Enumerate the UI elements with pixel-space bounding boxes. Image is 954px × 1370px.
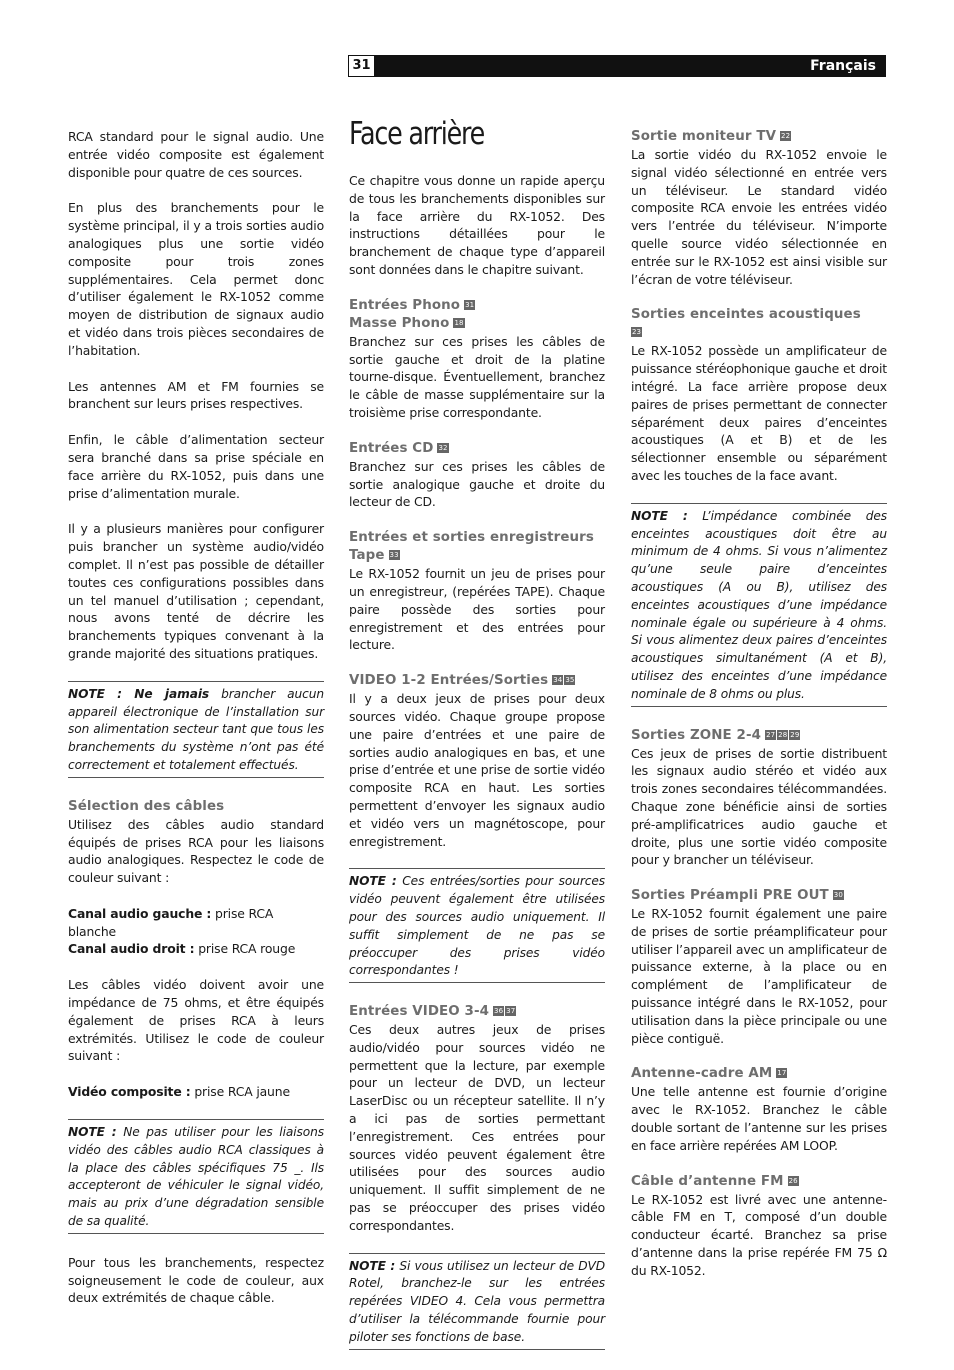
video-label: Vidéo composite : bbox=[68, 1084, 191, 1100]
section-heading-phono-ground bbox=[349, 315, 605, 333]
heading-text: Entrées CD bbox=[349, 440, 434, 456]
paragraph: Une telle antenne est fournie d’origine avec le RX-1052. Branchez le câble double sortant de l’antenne sur les prises en face arrière repérées AM LOOP. bbox=[631, 1084, 887, 1153]
ref-number-badge: 36 bbox=[494, 1007, 504, 1016]
heading-text: Antenne-cadre AM bbox=[631, 1066, 773, 1082]
paragraph: Le RX-1052 possède un amplificateur de puissance stéréophonique gauche et droit intégré. La face arrière propose deux paires de prises permettant de connecter séparément deux paires d’enceintes acoustiques (A et B) et de les sélectionner ensemble ou séparément avec les touches de la face avant. bbox=[631, 343, 887, 483]
ref-number-badge: 29 bbox=[790, 730, 800, 739]
note-box bbox=[68, 1119, 324, 1234]
heading-text: Entrées VIDEO 3-4 bbox=[349, 1004, 490, 1020]
note-text: brancher aucun appareil électronique de l’installation sur son alimentation secteur tant que tous les branchements du système n’ont pas été correctement et totalement effectués. bbox=[68, 686, 324, 772]
heading-text: VIDEO 1-2 Entrées/Sorties bbox=[349, 673, 549, 689]
left-channel-value: prise RCA blanche bbox=[68, 905, 274, 939]
ref-number-badge: 27 bbox=[766, 730, 776, 739]
note-lead: NOTE : bbox=[631, 508, 688, 523]
paragraph: Branchez sur ces prises les câbles de sortie gauche et droit de la platine tourne-disque. Éventuellement, branchez le câble de masse supplémentaire sur la troisième prise correspondante. bbox=[349, 333, 605, 420]
note-text: L’impédance combinée des enceintes acoustiques doit être au minimum de 4 ohms. Si vous n’alimentez qu’une seule paire d’enceintes acoustiques (A ou B), utilisez des enceintes acoustiques d’une impédance nominale égale ou supérieure à 4 ohms. Si vous alimentez deux paires d’enceintes acoustiques simultanément (A et B), utilisez des enceintes d’une impédance nominale de 8 ohms ou plus. bbox=[631, 508, 888, 701]
column-right bbox=[631, 128, 887, 1298]
paragraph: Ces deux autres jeux de prises audio/vidéo pour sources vidéo ne permettent que la lecture, par exemple pour un lecteur de DVD, un lecteur LaserDisc ou un récepteur satellite. Il n’y a ici pas de sorties permettant l’enregistrement. Ces entrées pour sources vidéo peuvent également être utilisées pour des sources audio uniquement. Il suffit simplement de ne pas se préoccuper des prises vidéo correspondantes. bbox=[349, 1022, 605, 1233]
heading-text: Câble d’antenne FM bbox=[631, 1173, 784, 1189]
paragraph: Le RX-1052 fournit un jeu de prises pour un enregistreur, (repérées TAPE). Chaque paire possède des sorties pour enregistrement et des entrées pour lecture. bbox=[349, 566, 605, 653]
paragraph: RCA standard pour le signal audio. Une entrée vidéo composite est également disponible pour quatre de ces sources. bbox=[68, 129, 324, 180]
section-heading-cd bbox=[349, 440, 605, 458]
ref-number-badge: 33 bbox=[389, 551, 399, 560]
paragraph: Le RX-1052 fournit également une paire de prises de sortie préamplificateur pour utiliser l’appareil avec un amplificateur de puissance externe, à la place ou en complément de l’amplificateur de puissance intégré dans le RX-1052, pour utilisation dans la pièce principale ou une pièce contiguë. bbox=[631, 906, 887, 1046]
section-heading-cables: Sélection des câbles bbox=[68, 798, 225, 814]
paragraph: Les antennes AM et FM fournies se branchent sur leurs prises respectives. bbox=[68, 378, 324, 412]
ref-number-badge: 22 bbox=[781, 132, 791, 140]
ref-number-badge: 18 bbox=[454, 318, 464, 327]
heading-text: Masse Phono bbox=[349, 315, 450, 331]
page-header-bar bbox=[348, 55, 886, 77]
color-code-video bbox=[68, 1083, 324, 1101]
paragraph: Ce chapitre vous donne un rapide aperçu de tous les branchements disponibles sur la face arrière du RX-1052. Des instructions détaillées pour le branchement de chaque type d’appareil sont données dans le chapitre suivant. bbox=[349, 173, 605, 277]
paragraph: Enfin, le câble d’alimentation secteur sera branché dans sa prise spéciale en face arrière du RX-1052, puis dans une prise d’alimentation murale. bbox=[68, 432, 324, 501]
ref-number-badge: 30 bbox=[833, 891, 843, 900]
paragraph: Branchez sur ces prises les câbles de sortie analogique gauche et droite du lecteur de CD. bbox=[349, 458, 605, 510]
note-lead: NOTE : bbox=[349, 874, 397, 889]
color-code-audio bbox=[68, 905, 324, 958]
section-heading-fm bbox=[631, 1173, 887, 1191]
paragraph: En plus des branchements pour le système principal, il y a trois sorties audio analogiques plus une sortie vidéo composite pour trois zones supplémentaires. Cela permet donc d’utiliser également le RX-1052 comme moyen de distribution de signaux audio et vidéo dans trois pièces secondaires de l’habitation. bbox=[68, 200, 324, 358]
section-heading-preout bbox=[631, 887, 887, 905]
note-lead: NOTE : bbox=[349, 1258, 396, 1273]
heading-text: Entrées et sorties enregistreurs Tape bbox=[349, 530, 594, 564]
section-heading-phono bbox=[349, 297, 605, 315]
note-text: Si vous utilisez un lecteur de DVD Rotel, branchez-le sur les entrées repérées VIDEO 4. Cela vous permettra d’utiliser la télécommande fournie pour piloter ses fonctions de base. bbox=[349, 1258, 605, 1344]
note-text: Ces entrées/sorties pour sources vidéo peuvent également être utilisées pour des sources audio uniquement. Il suffit simplement de ne pas se préoccuper des prises vidéo correspondantes ! bbox=[349, 874, 605, 978]
ref-number-badge: 26 bbox=[788, 1176, 798, 1185]
paragraph: Il y a plusieurs manières pour configurer puis brancher un système audio/vidéo complet. Il n’est pas possible de détailler toutes ces configurations possibles dans un tel manuel d’utilisation ; cependant, nous avons tenté de décrire les branchements typiques convenant à la grande majorité des situations pratiques. bbox=[68, 521, 324, 661]
heading-text: Sorties ZONE 2-4 bbox=[631, 727, 762, 743]
page-number: 31 bbox=[348, 55, 375, 77]
ref-number-badge: 31 bbox=[465, 300, 475, 309]
section-heading-tape bbox=[349, 529, 605, 565]
right-channel-label: Canal audio droit : bbox=[68, 941, 195, 957]
video-value: prise RCA jaune bbox=[190, 1084, 290, 1100]
note-text: Ne pas utiliser pour les liaisons vidéo des câbles audio RCA classiques à la place des câbles spécifiques 75 _. Ils accepteront de véhiculer le signal vidéo, mais au prix d’une dégradation sensible de sa qualité. bbox=[68, 1125, 325, 1229]
paragraph: Les câbles vidéo doivent avoir une impédance de 75 ohms, et être équipés également de prises RCA à leurs extrémités. Utilisez le code de couleur suivant : bbox=[68, 977, 324, 1064]
note-lead: NOTE : Ne jamais bbox=[68, 686, 210, 701]
section-heading-video34 bbox=[349, 1003, 605, 1021]
paragraph: Le RX-1052 est livré avec une antenne-câble FM en T, composé d’un double conducteur écarté. Branchez sa prise d’antenne dans la prise repérée FM 75 Ω du RX-1052. bbox=[631, 1191, 887, 1278]
paragraph: Pour tous les branchements, respectez soigneusement le code de couleur, aux deux extrémités de chaque câble. bbox=[68, 1254, 324, 1306]
paragraph: Il y a deux jeux de prises pour deux sources vidéo. Chaque groupe propose une paire d’entrées et une paire de sorties audio analogiques en bas, et une prise d’entrée et une prise de sortie vidéo composite RCA en haut. Les sorties permettent d’envoyer les signaux audio et vidéo vers un magnétoscope, pour enregistrement. bbox=[349, 691, 605, 849]
language-label: Français bbox=[810, 58, 876, 74]
section-heading-tv bbox=[631, 128, 887, 146]
section-heading-am bbox=[631, 1065, 887, 1083]
ref-number-badge: 23 bbox=[632, 328, 642, 337]
column-middle bbox=[349, 116, 605, 1370]
ref-number-badge: 37 bbox=[506, 1007, 516, 1016]
section-heading-video12 bbox=[349, 672, 605, 690]
ref-number-badge: 35 bbox=[565, 676, 575, 685]
section-heading-speakers bbox=[631, 306, 887, 342]
ref-number-badge: 32 bbox=[438, 443, 448, 452]
note-box bbox=[349, 1253, 605, 1350]
left-channel-label: Canal audio gauche : bbox=[68, 905, 212, 921]
column-left bbox=[68, 128, 324, 1325]
section-heading-zone bbox=[631, 727, 887, 745]
paragraph: Utilisez des câbles audio standard équipés de prises RCA pour les liaisons audio analogiques. Respectez le code de couleur suivant : bbox=[68, 816, 324, 886]
ref-number-badge: 34 bbox=[553, 676, 563, 685]
note-box bbox=[631, 503, 887, 707]
paragraph: La sortie vidéo du RX-1052 envoie le signal vidéo sélectionné en entrée vers un téléviseur. Le standard vidéo composite RCA envoie les entrées vidéo vers l’entrée du téléviseur. N’importe quelle source vidéo sélectionnée en entrée sur le RX-1052 est ainsi visible sur l’écran de votre téléviseur. bbox=[631, 147, 887, 287]
note-lead: NOTE : bbox=[68, 1125, 117, 1140]
paragraph: Ces jeux de prises de sortie distribuent les signaux audio stéréo et vidéo aux trois zones secondaires télécommandées. Chaque zone bénéficie ainsi de sorties pré-amplificatrices audio gauche et droite, plus une sortie vidéo composite pour y brancher un téléviseur. bbox=[631, 745, 887, 868]
ref-number-badge: 28 bbox=[778, 730, 788, 739]
heading-text: Entrées Phono bbox=[349, 297, 461, 313]
ref-number-badge: 17 bbox=[777, 1069, 787, 1078]
note-box bbox=[68, 681, 324, 778]
page-title: Face arrière bbox=[349, 116, 485, 152]
note-box bbox=[349, 868, 605, 983]
heading-text: Sorties Préampli PRE OUT bbox=[631, 888, 829, 904]
heading-text: Sortie moniteur TV bbox=[631, 129, 777, 144]
right-channel-value: prise RCA rouge bbox=[194, 941, 296, 957]
heading-text: Sorties enceintes acoustiques bbox=[631, 307, 861, 323]
